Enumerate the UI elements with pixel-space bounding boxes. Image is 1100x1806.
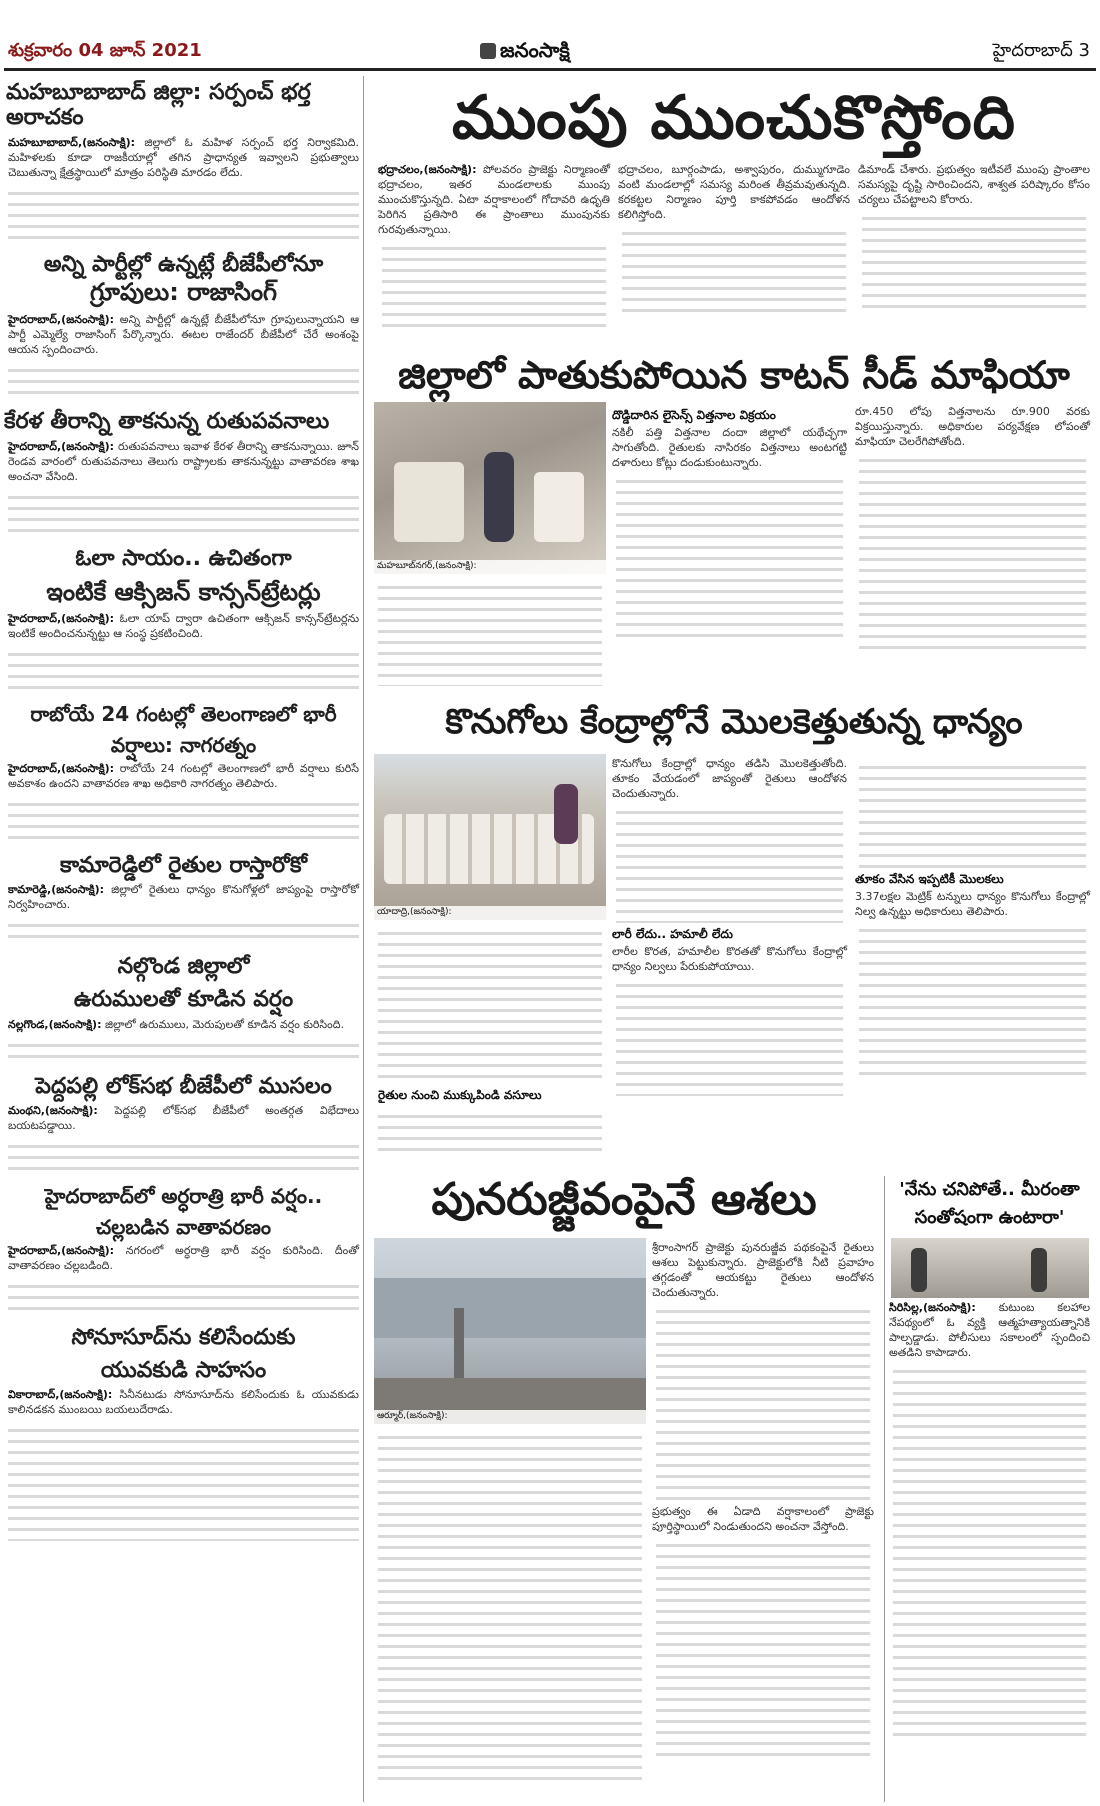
text-lines bbox=[656, 1536, 870, 1756]
dateline: సిరిసిల్ల,(జనంసాక్షి): bbox=[889, 1301, 976, 1314]
article-bjp-groups bbox=[4, 310, 363, 359]
headline-rain-1: రాబోయే 24 గంటల్లో తెలంగాణలో భారీ bbox=[30, 701, 337, 726]
subheading: రైతుల నుంచి ముక్కుపిండి వసూలు bbox=[378, 1088, 542, 1102]
cotton-col-1 bbox=[608, 402, 851, 646]
statue-shape bbox=[454, 1308, 464, 1388]
headline-monsoon: కేరళ తీరాన్ని తాకనున్న రుతుపవనాలు bbox=[4, 409, 330, 435]
grain-col-2 bbox=[851, 754, 1094, 1085]
article-ola bbox=[4, 609, 363, 643]
article-sonusood bbox=[4, 1385, 363, 1419]
text-lines bbox=[859, 921, 1086, 1081]
headline-ola-1: ఓలా సాయం.. ఉచితంగా bbox=[75, 545, 292, 571]
article-body: సినీనటుడు సోనూసూద్‌ను కలిసేందుకు ఓ యువకుడు కాలినడకన ముంబయి బయలుదేరాడు. bbox=[8, 1388, 359, 1417]
text-lines bbox=[893, 1362, 1086, 1742]
newspaper-logo bbox=[480, 38, 570, 67]
text-lines bbox=[862, 209, 1086, 309]
issue-date: శుక్రవారం 04 జూన్ 2021 bbox=[8, 40, 202, 61]
top-story-col-3 bbox=[854, 160, 1094, 313]
article-kamareddy bbox=[4, 880, 363, 914]
person-shape bbox=[484, 452, 514, 542]
text-lines bbox=[8, 1036, 359, 1066]
dateline: హైదరాబాద్,(జనంసాక్షి): bbox=[8, 313, 115, 327]
dateline: మహబూబాబాద్,(జనంసాక్షి): bbox=[8, 135, 136, 149]
article-body: డిమాండ్ చేశారు. ప్రభుత్వం ఇటీవలే ముంపు ప్రాంతాల సమస్యపై దృష్టి సారించిందని, శాశ్వత పరిష్కారం కోసం చర్యలు చేపట్టాలని కోరారు. bbox=[858, 163, 1090, 206]
cotton-headline: జిల్లాలో పాతుకుపోయిన కాటన్ సీడ్ మాఫియా bbox=[398, 353, 1070, 397]
quote-story bbox=[884, 1176, 1094, 1802]
top-story-col-1 bbox=[374, 160, 614, 333]
text-lines bbox=[378, 1428, 642, 1788]
article-body: నగరంలో అర్ధరాత్రి భారీ వర్షం కురిసింది. దీంతో వాతావరణం చల్లబడింది. bbox=[8, 1243, 359, 1272]
dateline: మంథని,(జనంసాక్షి): bbox=[8, 1103, 98, 1117]
seed-bag-shape bbox=[534, 472, 584, 542]
dateline: వికారాబాద్,(జనంసాక్షి): bbox=[8, 1388, 113, 1402]
top-story-col-2 bbox=[614, 160, 854, 318]
text-lines bbox=[8, 795, 359, 845]
text-lines bbox=[656, 1302, 870, 1502]
article-body: రుతుపవనాలు ఇవాళ కేరళ తీరాన్ని తాకనున్నాయి. జూన్ రెండవ వారంలో రుతుపవనాలు తెలుగు రాష్ట్రాలకు తాకనున్నట్టు వాతావరణ శాఖ అంచనా వేసింది. bbox=[8, 439, 359, 483]
revival-story-left bbox=[374, 1426, 646, 1802]
text-lines bbox=[378, 1107, 602, 1157]
article-peddapalli bbox=[4, 1101, 363, 1135]
text-lines bbox=[8, 488, 359, 538]
dateline: హైదరాబాద్,(జనంసాక్షి): bbox=[8, 611, 115, 625]
text-lines bbox=[8, 1277, 359, 1317]
subheading: తూకం వేసిన ఇప్పటికీ మొలకలు bbox=[855, 872, 1004, 886]
text-lines bbox=[8, 361, 359, 401]
grain-story bbox=[608, 754, 1094, 1164]
article-body: పెద్దపల్లి లోక్‌సభ బీజేపీలో అంతర్గత విభేదాలు బయటపడ్డాయి. bbox=[8, 1103, 359, 1132]
article-body: అన్ని పార్టీల్లో ఉన్నట్లే బీజేపీలోనూ గ్రూపులున్నాయని ఆ పార్టీ ఎమ్మెల్యే రాజాసింగ్ పేర్కొన్నారు. ఈటల రాజేందర్ బీజేపీలో చేరే అంశంపై ఆయన స్పందించారు. bbox=[8, 313, 359, 357]
person-shape bbox=[911, 1248, 927, 1292]
text-lines bbox=[8, 1421, 359, 1541]
article-body: జిల్లాలో ఓ మహిళ సర్పంచ్ భర్త నిర్వాకమిది. మహిళలకు కూడా రాజకీయాల్లో తగిన ప్రాధాన్యత ఇవ్వాలని ప్రభుత్వాలు చెబుతున్నా క్షేత్రస్థాయిలో మాత్రం పరిస్థితి మారడం లేదు. bbox=[8, 135, 360, 179]
photo-caption: మహబూబ్‌నగర్,(జనంసాక్షి): bbox=[374, 560, 606, 574]
headline-sonusood-1: సోనూసూద్‌ను కలిసేందుకు bbox=[71, 1324, 296, 1350]
article-body: నకిలీ పత్తి విత్తనాల దందా జిల్లాలో యథేచ్ఛగా సాగుతోంది. రైతులకు నాసిరకం విత్తనాలు అంటగట్టి దళారులు కోట్లు దండుకుంటున్నారు. bbox=[612, 426, 847, 469]
quote-photo bbox=[891, 1238, 1089, 1298]
masthead bbox=[0, 0, 1100, 70]
headline-bjp-groups-1: అన్ని పార్టీల్లో ఉన్నట్లే బీజేపీలోనూ bbox=[43, 251, 324, 277]
quote-article bbox=[885, 1298, 1094, 1746]
article-body: రూ.450 లోపు విత్తనాలను రూ.900 వరకు విక్రయిస్తున్నారు. అధికారుల పర్యవేక్షణ లోపంతో మాఫియా చెలరేగిపోతోంది. bbox=[855, 405, 1090, 448]
headline-midnight-rain-1: హైదరాబాద్‌లో అర్ధరాత్రి భారీ వర్షం.. bbox=[44, 1183, 323, 1208]
text-lines bbox=[8, 184, 359, 244]
headline-nalgonda-2: ఉరుములతో కూడిన వర్షం bbox=[73, 987, 294, 1013]
article-body: జిల్లాలో రైతులు ధాన్యం కొనుగోళ్లలో జాప్యంపై రాస్తారోకో నిర్వహించారు. bbox=[8, 882, 359, 911]
photo-caption: ఆర్మూర్,(జనంసాక్షి): bbox=[374, 1410, 646, 1424]
text-lines bbox=[8, 1137, 359, 1177]
dateline: కామారెడ్డి,(జనంసాక్షి): bbox=[8, 882, 105, 896]
photo-caption: యాదాద్రి,(జనంసాక్షి): bbox=[374, 906, 606, 920]
article-body: ఓలా యాప్ ద్వారా ఉచితంగా ఆక్సిజన్ కాన్సన్‌ట్రేటర్లను ఇంటికే అందించనున్నట్టు ఆ సంస్థ ప్రకటించింది. bbox=[8, 611, 359, 640]
text-lines bbox=[378, 924, 602, 1084]
masthead-rule bbox=[4, 68, 1096, 71]
top-story bbox=[374, 160, 1094, 346]
article-body: 3.37లక్షల మెట్రిక్ టన్నులు ధాన్యం కొనుగోలు కేంద్రాల్లో నిల్వ ఉన్నట్టు అధికారులు తెలిపారు. bbox=[855, 890, 1090, 918]
seed-bag-shape bbox=[394, 462, 464, 542]
grain-headline: కొనుగోలు కేంద్రాల్లోనే మొలకెత్తుతున్న ధాన్యం bbox=[445, 702, 1023, 742]
subheading: దొడ్డిదారిన లైసెన్స్ విత్తనాల విక్రయం bbox=[612, 408, 776, 422]
headline-nalgonda-1: నల్గొండ జిల్లాలో bbox=[117, 953, 250, 979]
revival-col-1 bbox=[648, 1238, 878, 1760]
article-body: జిల్లాలో ఉరుములు, మెరుపులతో కూడిన వర్షం కురిసింది. bbox=[105, 1017, 344, 1031]
headline-midnight-rain-2: చల్లబడిన వాతావరణం bbox=[95, 1214, 272, 1239]
dateline: భద్రాచలం,(జనంసాక్షి): bbox=[378, 163, 477, 176]
subheading: లారీ లేదు.. హమాలీ లేదు bbox=[612, 927, 733, 941]
article-sarpanch bbox=[4, 133, 363, 182]
text-lines bbox=[616, 803, 843, 923]
dateline: హైదరాబాద్,(జనంసాక్షి): bbox=[8, 1243, 115, 1257]
text-lines bbox=[859, 451, 1086, 651]
article-body: పోలవరం ప్రాజెక్టు నిర్మాణంతో భద్రాచలం, ఇతర మండలాలకు ముంపు ముంచుకొస్తున్నది. ఏటా వర్షాకాలంలో గోదావరి ఉధృతి పెరిగిన ప్రతిసారి ఈ ప్రాంతాలు ముంపునకు గురవుతున్నాయి. bbox=[378, 163, 610, 236]
cotton-photo bbox=[374, 402, 606, 574]
quote-headline-2: సంతోషంగా ఉంటారా' bbox=[914, 1207, 1065, 1228]
article-body: రాబోయే 24 గంటల్లో తెలంగాణలో భారీ వర్షాలు కురిసే అవకాశం ఉందని వాతావరణ శాఖ అధికారి నాగరత్నం తెలిపారు. bbox=[8, 761, 359, 790]
revival-photo bbox=[374, 1238, 646, 1424]
text-lines bbox=[616, 472, 843, 642]
article-body: శ్రీరాంసాగర్ ప్రాజెక్టు పునరుజ్జీవ పథకంపైనే రైతులు ఆశలు పెట్టుకున్నారు. ప్రాజెక్టులోకి నీటి ప్రవాహం తగ్గడంతో ఆయకట్టు రైతులు ఆందోళన చెందుతున్నారు. bbox=[652, 1241, 874, 1299]
left-news-column bbox=[4, 76, 364, 1802]
page-number: హైదరాబాద్ 3 bbox=[992, 40, 1090, 61]
article-midnight-rain bbox=[4, 1241, 363, 1275]
logo-text: జనంసాక్షి bbox=[500, 38, 570, 62]
top-headline: ముంపు ముంచుకొస్తోంది bbox=[452, 83, 1016, 153]
text-lines bbox=[378, 578, 602, 686]
person-shape bbox=[1031, 1248, 1047, 1292]
article-nalgonda bbox=[4, 1015, 363, 1034]
article-body: ప్రభుత్వం ఈ ఏడాది వర్షాకాలంలో ప్రాజెక్టు పూర్తిస్థాయిలో నిండుతుందని అంచనా వేస్తోంది. bbox=[652, 1505, 874, 1533]
revival-headline: పునరుజ్జీవంపైనే ఆశలు bbox=[431, 1174, 817, 1225]
text-lines bbox=[622, 224, 846, 314]
person-shape bbox=[554, 784, 578, 844]
dateline: నల్లగొండ,(జనంసాక్షి): bbox=[8, 1017, 102, 1031]
grain-col-1 bbox=[608, 754, 851, 1100]
text-lines bbox=[8, 645, 359, 695]
quote-headline-1: 'నేను చనిపోతే.. మీరంతా bbox=[899, 1179, 1080, 1200]
headline-sonusood-2: యువకుడి సాహసం bbox=[100, 1358, 267, 1384]
text-lines bbox=[616, 976, 843, 1096]
headline-rain-2: వర్షాలు: నాగరత్నం bbox=[110, 732, 257, 757]
text-lines bbox=[859, 758, 1086, 868]
cotton-story-left bbox=[374, 576, 606, 692]
headline-bjp-groups-2: గ్రూపులు: రాజాసింగ్ bbox=[89, 277, 278, 306]
grain-story-left bbox=[374, 922, 606, 1164]
cotton-col-2 bbox=[851, 402, 1094, 655]
headline-kamareddy: కామారెడ్డిలో రైతుల రాస్తారోకో bbox=[59, 852, 308, 878]
text-lines bbox=[8, 916, 359, 946]
article-body: భద్రాచలం, బూర్గంపాడు, అశ్వాపురం, దుమ్ముగూడెం వంటి మండలాల్లో సమస్య మరింత తీవ్రమవుతున్నది. కరకట్టల నిర్మాణం పూర్తి కాకపోవడం ఆందోళన కలిగిస్తోంది. bbox=[618, 163, 850, 221]
headline-sarpanch: మహబూబాబాద్ జిల్లా: సర్పంచ్ భర్త అరాచకం bbox=[6, 80, 311, 131]
dateline: హైదరాబాద్,(జనంసాక్షి): bbox=[8, 761, 115, 775]
text-lines bbox=[382, 239, 606, 329]
article-rain bbox=[4, 759, 363, 793]
article-body: లారీల కొరత, హమాలీల కొరతతో కొనుగోలు కేంద్రాల్లో ధాన్యం నిల్వలు పేరుకుపోయాయి. bbox=[612, 945, 847, 973]
headline-peddapalli: పెద్దపల్లి లోక్‌సభ బీజేపీలో ముసలం bbox=[35, 1073, 332, 1099]
water-shape bbox=[374, 1278, 646, 1338]
article-body: కొనుగోలు కేంద్రాల్లో ధాన్యం తడిసి మొలకెత్తుతోంది. తూకం వేయడంలో జాప్యంతో రైతులు ఆందోళన చెందుతున్నారు. bbox=[612, 757, 847, 800]
logo-icon bbox=[480, 43, 496, 59]
article-monsoon bbox=[4, 437, 363, 486]
article-body: కుటుంబ కలహాల నేపథ్యంలో ఓ వ్యక్తి ఆత్మహత్యాయత్నానికి పాల్పడ్డాడు. పోలీసులు సకాలంలో స్పందించి అతడిని కాపాడారు. bbox=[889, 1301, 1091, 1359]
cotton-story bbox=[608, 402, 1094, 692]
headline-ola-2: ఇంటికే ఆక్సిజన్ కాన్సన్‌ట్రేటర్లు bbox=[46, 578, 321, 607]
revival-story bbox=[648, 1238, 878, 1802]
dateline: హైదరాబాద్,(జనంసాక్షి): bbox=[8, 439, 115, 453]
grain-photo bbox=[374, 754, 606, 920]
